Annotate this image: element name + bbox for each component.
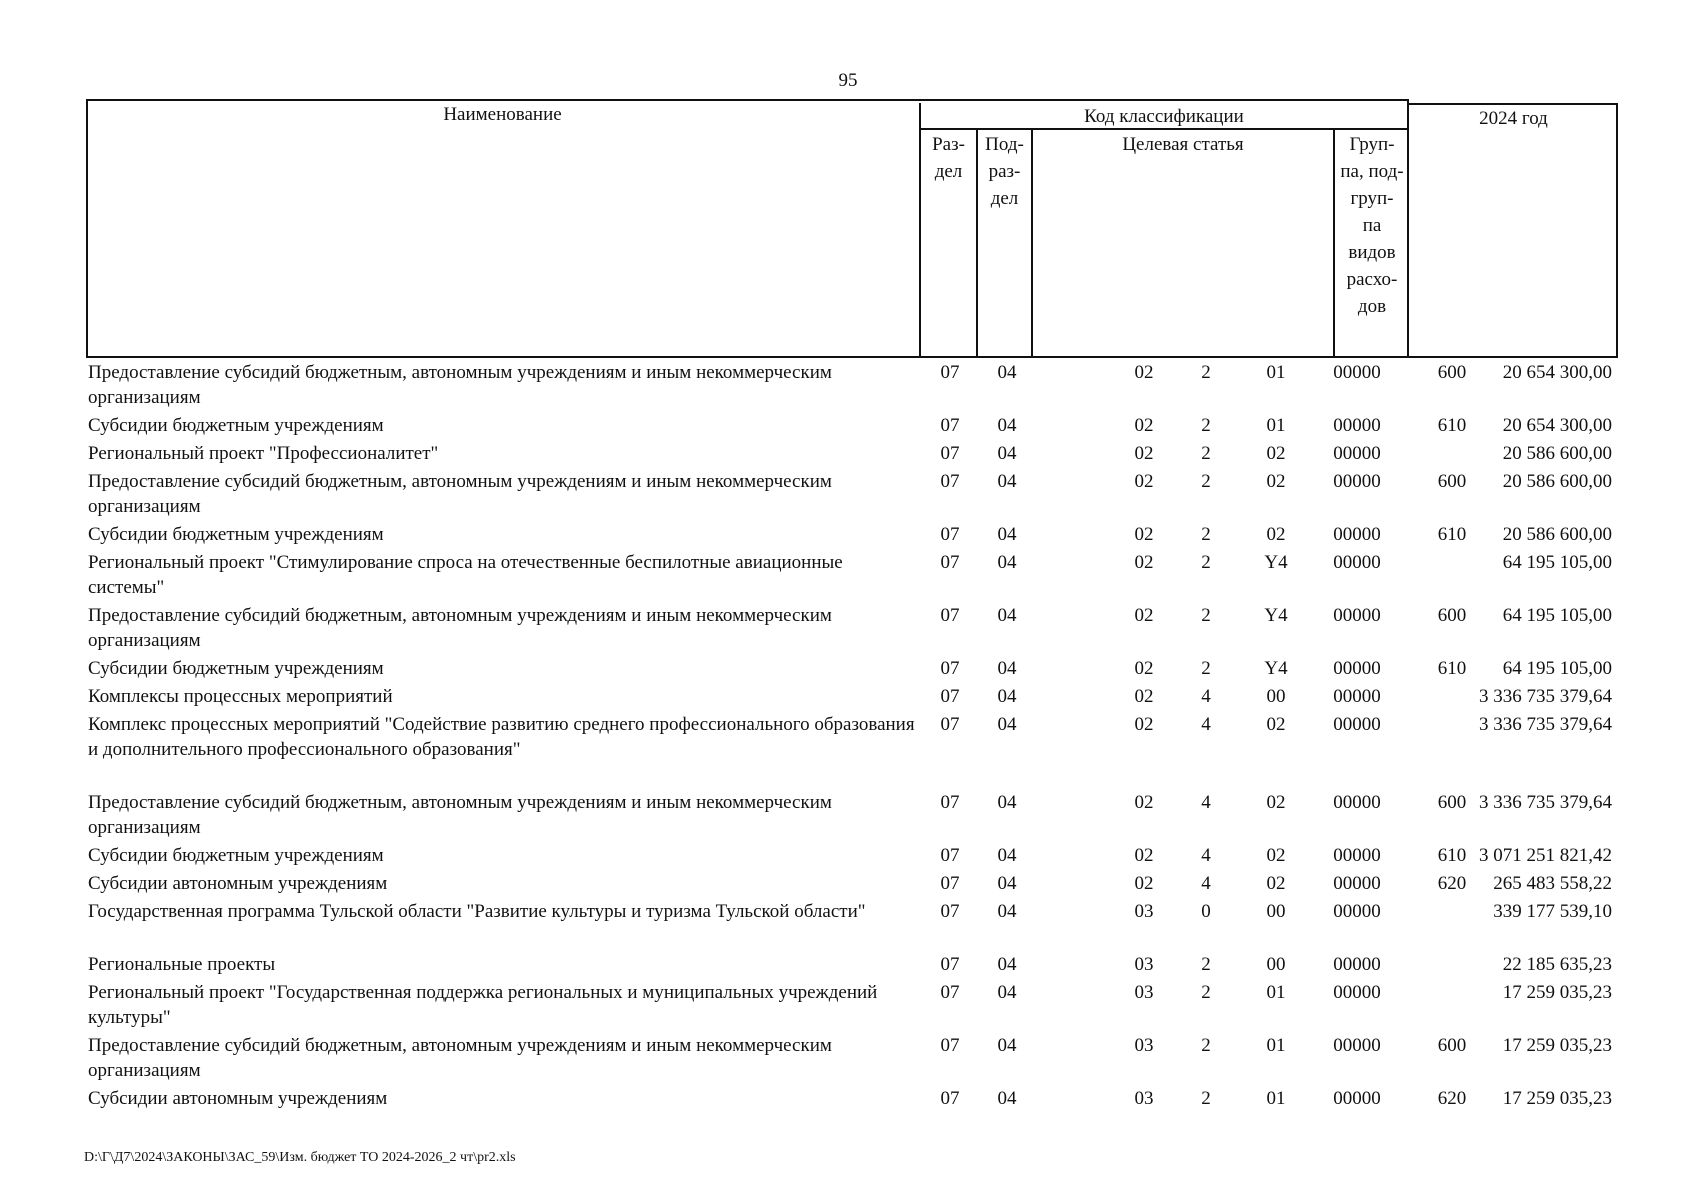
cell-target-program: 02: [1134, 443, 1154, 464]
cell-target-code: 00000: [1333, 845, 1381, 866]
cell-target-code: 00000: [1333, 686, 1381, 707]
cell-razdel: 07: [940, 415, 960, 436]
cell-expense-group: 600: [1437, 1035, 1467, 1056]
cell-podrazdel: 04: [997, 901, 1017, 922]
cell-name: Региональные проекты: [88, 954, 276, 975]
table-row: [86, 980, 1618, 1033]
cell-razdel: 07: [940, 714, 960, 735]
table-row: [86, 952, 1618, 980]
cell-podrazdel: 04: [997, 362, 1017, 383]
cell-name: Предоставление субсидий бюджетным, автономным учреждениям и иным некоммерческим организациям: [88, 471, 832, 517]
cell-target-direction: 02: [1266, 443, 1286, 464]
cell-target-program: 02: [1134, 362, 1154, 383]
cell-target-program: 02: [1134, 605, 1154, 626]
table-row: [86, 899, 1618, 952]
cell-target-program: 02: [1134, 873, 1154, 894]
cell-razdel: 07: [940, 873, 960, 894]
cell-target-program: 02: [1134, 792, 1154, 813]
cell-target-direction: 02: [1266, 792, 1286, 813]
cell-target-direction: 01: [1266, 415, 1286, 436]
cell-amount-2024: 3 071 251 821,42: [1479, 845, 1612, 866]
cell-amount-2024: 20 586 600,00: [1502, 524, 1612, 545]
table-row: [86, 843, 1618, 871]
cell-podrazdel: 04: [997, 471, 1017, 492]
cell-target-program: 02: [1134, 845, 1154, 866]
cell-target-program: 02: [1134, 524, 1154, 545]
header-name: Наименование: [443, 104, 562, 125]
cell-target-direction: 01: [1266, 362, 1286, 383]
cell-target-direction: 02: [1266, 845, 1286, 866]
table-row: [86, 522, 1618, 550]
cell-expense-group: 620: [1437, 1088, 1467, 1109]
cell-razdel: 07: [940, 524, 960, 545]
cell-podrazdel: 04: [997, 415, 1017, 436]
cell-amount-2024: 64 195 105,00: [1502, 658, 1612, 679]
cell-target-direction: Y4: [1264, 605, 1288, 626]
cell-amount-2024: 64 195 105,00: [1502, 552, 1612, 573]
table-row: [86, 413, 1618, 441]
page-number: 95: [838, 70, 858, 91]
cell-expense-group: 610: [1437, 524, 1467, 545]
table-row: [86, 684, 1618, 712]
cell-amount-2024: 20 586 600,00: [1502, 471, 1612, 492]
cell-amount-2024: 17 259 035,23: [1502, 1035, 1612, 1056]
cell-podrazdel: 04: [997, 873, 1017, 894]
cell-expense-group: 610: [1437, 658, 1467, 679]
cell-expense-group: 600: [1437, 362, 1467, 383]
cell-expense-group: 600: [1437, 792, 1467, 813]
cell-amount-2024: 17 259 035,23: [1502, 1088, 1612, 1109]
header-code: Код классификации: [1084, 106, 1244, 127]
cell-razdel: 07: [940, 471, 960, 492]
cell-target-program: 02: [1134, 552, 1154, 573]
table-header: [86, 99, 1618, 358]
cell-target-code: 00000: [1333, 552, 1381, 573]
cell-target-type: 2: [1201, 415, 1211, 436]
table-row: [86, 360, 1618, 413]
cell-target-code: 00000: [1333, 362, 1381, 383]
cell-target-code: 00000: [1333, 524, 1381, 545]
cell-razdel: 07: [940, 552, 960, 573]
cell-target-code: 00000: [1333, 873, 1381, 894]
cell-podrazdel: 04: [997, 1035, 1017, 1056]
cell-podrazdel: 04: [997, 1088, 1017, 1109]
cell-target-type: 4: [1201, 792, 1211, 813]
cell-amount-2024: 3 336 735 379,64: [1479, 792, 1612, 813]
cell-target-program: 03: [1134, 1088, 1154, 1109]
cell-name: Предоставление субсидий бюджетным, автономным учреждениям и иным некоммерческим организациям: [88, 605, 832, 651]
cell-amount-2024: 339 177 539,10: [1493, 901, 1612, 922]
cell-target-direction: 00: [1266, 686, 1286, 707]
cell-podrazdel: 04: [997, 954, 1017, 975]
cell-name: Субсидии автономным учреждениям: [88, 873, 388, 894]
cell-name: Предоставление субсидий бюджетным, автономным учреждениям и иным некоммерческим организациям: [88, 362, 832, 408]
cell-target-direction: Y4: [1264, 658, 1288, 679]
cell-target-program: 02: [1134, 471, 1154, 492]
cell-name: Комплекс процессных мероприятий "Содействие развитию среднего профессионального образования и дополнительного профессионального образования": [88, 714, 915, 760]
cell-razdel: 07: [940, 845, 960, 866]
cell-razdel: 07: [940, 443, 960, 464]
cell-target-direction: 02: [1266, 471, 1286, 492]
cell-target-code: 00000: [1333, 443, 1381, 464]
cell-target-type: 2: [1201, 471, 1211, 492]
table-body: [86, 360, 1618, 1114]
cell-name: Государственная программа Тульской области "Развитие культуры и туризма Тульской области": [88, 901, 866, 922]
cell-target-type: 4: [1201, 873, 1211, 894]
cell-target-direction: 01: [1266, 1088, 1286, 1109]
cell-target-type: 2: [1201, 443, 1211, 464]
cell-target-code: 00000: [1333, 1088, 1381, 1109]
cell-target-direction: 02: [1266, 873, 1286, 894]
cell-amount-2024: 20 654 300,00: [1502, 415, 1612, 436]
header-podrazdel: Под- раз- дел: [985, 134, 1024, 209]
table-row: [86, 1086, 1618, 1114]
cell-podrazdel: 04: [997, 714, 1017, 735]
cell-target-program: 03: [1134, 982, 1154, 1003]
table-row: [86, 550, 1618, 603]
cell-name: Субсидии автономным учреждениям: [88, 1088, 388, 1109]
table-row: [86, 441, 1618, 469]
cell-target-type: 2: [1201, 1035, 1211, 1056]
cell-target-direction: 02: [1266, 524, 1286, 545]
cell-expense-group: 600: [1437, 471, 1467, 492]
cell-razdel: 07: [940, 1035, 960, 1056]
table-row: [86, 603, 1618, 656]
cell-razdel: 07: [940, 901, 960, 922]
table-row: [86, 871, 1618, 899]
cell-amount-2024: 22 185 635,23: [1502, 954, 1612, 975]
cell-target-code: 00000: [1333, 415, 1381, 436]
cell-target-program: 03: [1134, 954, 1154, 975]
cell-target-type: 4: [1201, 845, 1211, 866]
cell-target-direction: 00: [1266, 901, 1286, 922]
cell-amount-2024: 265 483 558,22: [1493, 873, 1612, 894]
cell-name: Региональный проект "Профессионалитет": [88, 443, 439, 464]
cell-razdel: 07: [940, 954, 960, 975]
cell-expense-group: 610: [1437, 415, 1467, 436]
cell-name: Субсидии бюджетным учреждениям: [88, 658, 384, 679]
cell-razdel: 07: [940, 605, 960, 626]
header-razdel: Раз- дел: [932, 134, 965, 182]
cell-podrazdel: 04: [997, 982, 1017, 1003]
cell-podrazdel: 04: [997, 605, 1017, 626]
cell-name: Региональный проект "Государственная поддержка региональных и муниципальных учреждений культуры": [88, 982, 878, 1028]
cell-razdel: 07: [940, 362, 960, 383]
cell-target-type: 2: [1201, 954, 1211, 975]
cell-target-program: 02: [1134, 686, 1154, 707]
cell-target-type: 4: [1201, 686, 1211, 707]
cell-podrazdel: 04: [997, 552, 1017, 573]
cell-target-code: 00000: [1333, 605, 1381, 626]
cell-name: Субсидии бюджетным учреждениям: [88, 845, 384, 866]
cell-target-direction: 00: [1266, 954, 1286, 975]
table-row: [86, 712, 1618, 790]
cell-amount-2024: 3 336 735 379,64: [1479, 714, 1612, 735]
cell-razdel: 07: [940, 658, 960, 679]
cell-target-direction: Y4: [1264, 552, 1288, 573]
header-tselevaya: Целевая статья: [1122, 134, 1244, 155]
cell-amount-2024: 17 259 035,23: [1502, 982, 1612, 1003]
cell-razdel: 07: [940, 982, 960, 1003]
cell-name: Субсидии бюджетным учреждениям: [88, 415, 384, 436]
cell-podrazdel: 04: [997, 658, 1017, 679]
cell-target-program: 02: [1134, 415, 1154, 436]
header-gruppa: Груп- па, под- груп- па видов расхо- дов: [1340, 134, 1404, 317]
cell-podrazdel: 04: [997, 845, 1017, 866]
cell-podrazdel: 04: [997, 792, 1017, 813]
cell-razdel: 07: [940, 686, 960, 707]
header-year: 2024 год: [1479, 108, 1548, 129]
cell-name: Предоставление субсидий бюджетным, автономным учреждениям и иным некоммерческим организациям: [88, 1035, 832, 1081]
cell-target-type: 0: [1201, 901, 1211, 922]
cell-target-direction: 01: [1266, 1035, 1286, 1056]
cell-name: Комплексы процессных мероприятий: [88, 686, 393, 707]
cell-target-type: 2: [1201, 982, 1211, 1003]
table-row: [86, 790, 1618, 843]
cell-amount-2024: 64 195 105,00: [1502, 605, 1612, 626]
cell-podrazdel: 04: [997, 686, 1017, 707]
cell-target-code: 00000: [1333, 658, 1381, 679]
cell-expense-group: 600: [1437, 605, 1467, 626]
cell-target-type: 2: [1201, 605, 1211, 626]
cell-target-code: 00000: [1333, 901, 1381, 922]
cell-expense-group: 610: [1437, 845, 1467, 866]
cell-target-code: 00000: [1333, 982, 1381, 1003]
cell-target-program: 03: [1134, 1035, 1154, 1056]
cell-target-code: 00000: [1333, 471, 1381, 492]
cell-target-type: 4: [1201, 714, 1211, 735]
cell-amount-2024: 3 336 735 379,64: [1479, 686, 1612, 707]
cell-target-type: 2: [1201, 658, 1211, 679]
table-row: [86, 656, 1618, 684]
cell-name: Региональный проект "Стимулирование спроса на отечественные беспилотные авиационные системы": [88, 552, 843, 598]
cell-razdel: 07: [940, 1088, 960, 1109]
cell-target-program: 02: [1134, 714, 1154, 735]
cell-target-direction: 01: [1266, 982, 1286, 1003]
header-divider-podrazdel: [1031, 129, 1033, 358]
cell-expense-group: 620: [1437, 873, 1467, 894]
cell-target-type: 2: [1201, 524, 1211, 545]
cell-target-direction: 02: [1266, 714, 1286, 735]
cell-podrazdel: 04: [997, 524, 1017, 545]
cell-name: Предоставление субсидий бюджетным, автономным учреждениям и иным некоммерческим организациям: [88, 792, 832, 838]
cell-target-code: 00000: [1333, 792, 1381, 813]
table-row: [86, 469, 1618, 522]
header-frame-year: [1407, 103, 1618, 358]
cell-target-program: 03: [1134, 901, 1154, 922]
cell-target-type: 2: [1201, 552, 1211, 573]
cell-razdel: 07: [940, 792, 960, 813]
cell-target-code: 00000: [1333, 1035, 1381, 1056]
cell-name: Субсидии бюджетным учреждениям: [88, 524, 384, 545]
cell-amount-2024: 20 654 300,00: [1502, 362, 1612, 383]
cell-amount-2024: 20 586 600,00: [1502, 443, 1612, 464]
cell-target-code: 00000: [1333, 714, 1381, 735]
cell-target-program: 02: [1134, 658, 1154, 679]
cell-target-code: 00000: [1333, 954, 1381, 975]
table-row: [86, 1033, 1618, 1086]
cell-target-type: 2: [1201, 362, 1211, 383]
footer-file-path: D:\Г\Д7\2024\ЗАКОНЫ\ЗАС_59\Изм. бюджет ТО 2024-2026_2 чт\pr2.xls: [84, 1150, 516, 1165]
cell-podrazdel: 04: [997, 443, 1017, 464]
cell-target-type: 2: [1201, 1088, 1211, 1109]
